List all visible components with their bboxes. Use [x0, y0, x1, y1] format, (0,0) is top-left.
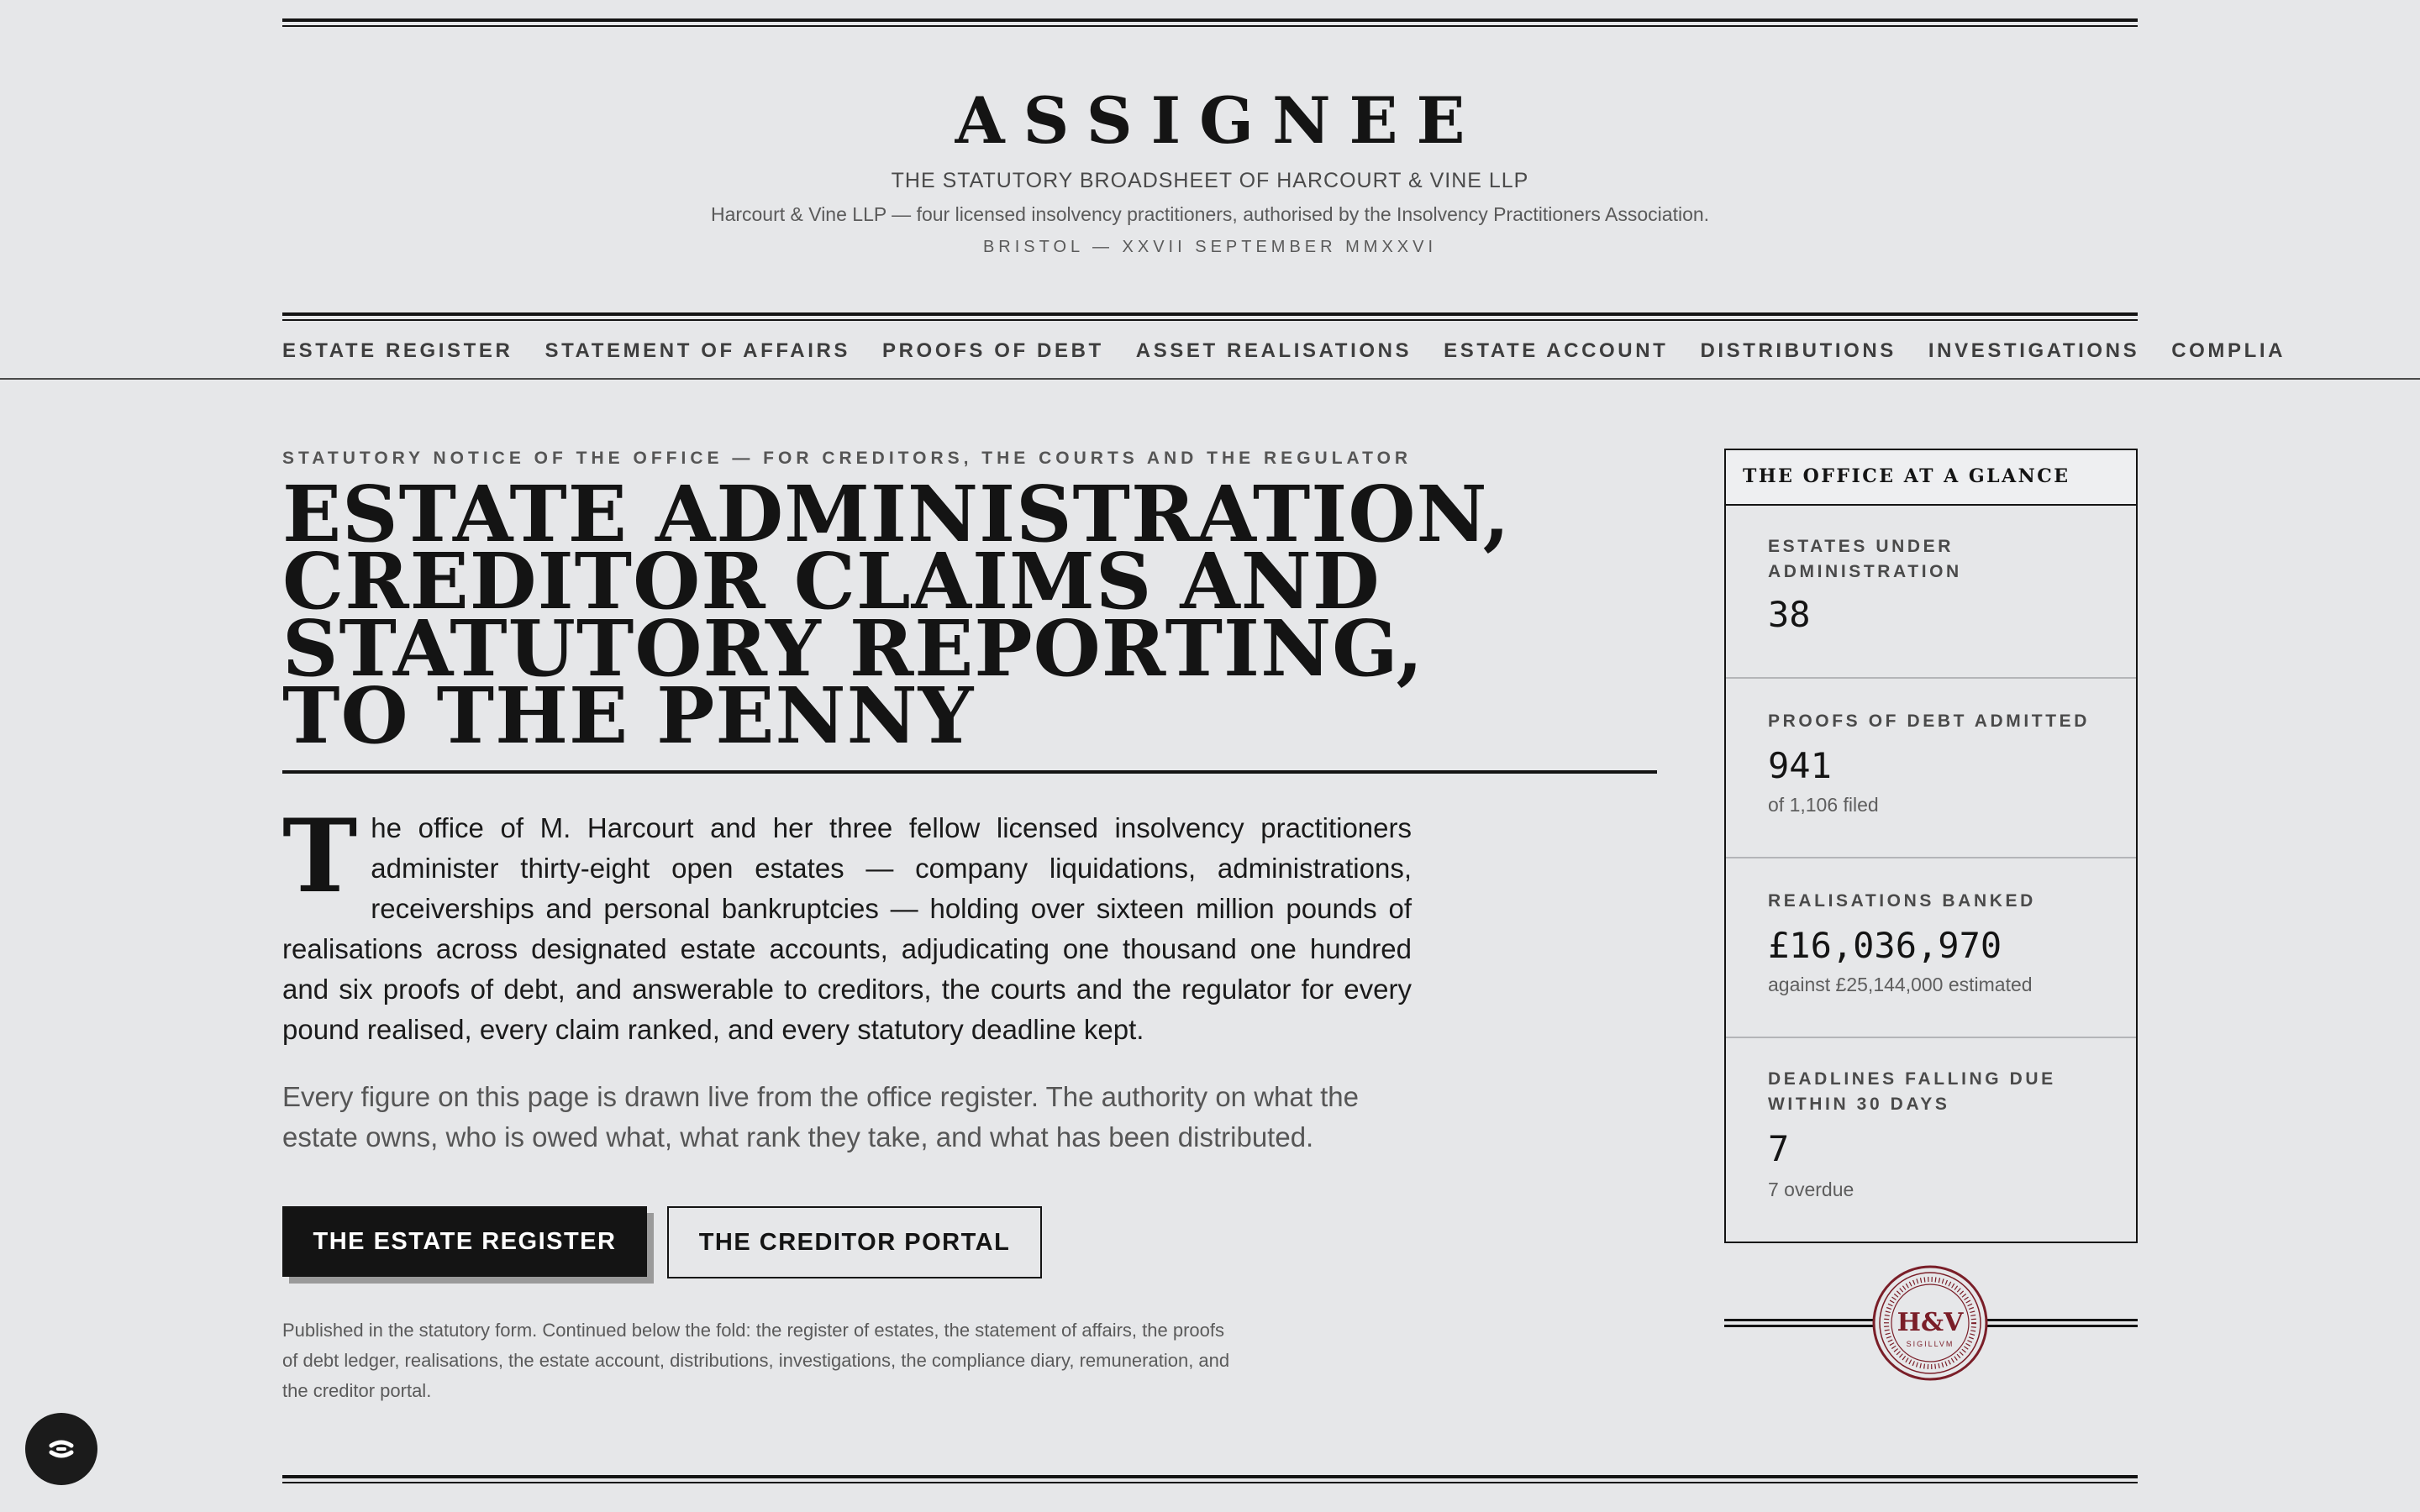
stat-label: PROOFS OF DEBT ADMITTED — [1768, 711, 2091, 731]
estate-register-button[interactable]: THE ESTATE REGISTER — [282, 1206, 647, 1277]
lead-text: he office of M. Harcourt and her three fellow licensed insolvency practitioners administer thirty-eight open estates — company liquidations, administrations, receiverships and personal bankruptcies — holding over sixteen million pounds of realisations across designated estate accounts, adjudicating one thousand one hundred and six proofs of debt, and answerable to creditors, the courts and the regulator for every pound realised, every claim ranked, and every statutory deadline kept. — [282, 812, 1412, 1045]
nav-item-compliance[interactable]: COMPLIA — [2171, 339, 2286, 362]
main-nav — [282, 329, 2286, 373]
nav-item-estate-account[interactable]: ESTATE ACCOUNT — [1444, 339, 1669, 362]
stat-sub: against £25,144,000 estimated — [1768, 974, 2033, 995]
stat-value: 941 — [1768, 745, 1832, 786]
stat-deadlines — [1726, 1038, 2136, 1240]
stat-value: 38 — [1768, 594, 1811, 635]
creditor-portal-button[interactable]: THE CREDITOR PORTAL — [667, 1206, 1042, 1278]
chat-launcher-button[interactable] — [25, 1413, 97, 1485]
headline-rule — [282, 770, 1657, 774]
panel-heading: THE OFFICE AT A GLANCE — [1726, 450, 2136, 506]
nav-item-distributions[interactable]: DISTRIBUTIONS — [1700, 339, 1897, 362]
stat-estates — [1726, 506, 2136, 679]
nav-item-estate-register[interactable]: ESTATE REGISTER — [282, 339, 513, 362]
hero-kicker: STATUTORY NOTICE OF THE OFFICE — FOR CREDITORS, THE COURTS AND THE REGULATOR — [282, 449, 1413, 468]
top-rule — [282, 18, 2138, 27]
masthead-subtitle: THE STATUTORY BROADSHEET OF HARCOURT & VINE LLP — [891, 169, 1529, 192]
hero-headline: ESTATE ADMINISTRATION, CREDITOR CLAIMS AND STATUTORY REPORTING, TO THE PENNY — [282, 469, 1511, 761]
nav-item-proofs-of-debt[interactable]: PROOFS OF DEBT — [882, 339, 1104, 362]
masthead-dateline: BRISTOL — XXVII SEPTEMBER MMXXVI — [982, 238, 1438, 256]
masthead — [282, 50, 2138, 259]
stat-label: REALISATIONS BANKED — [1768, 891, 2036, 911]
nav-item-investigations[interactable]: INVESTIGATIONS — [1928, 339, 2140, 362]
nav-bottom-rule — [0, 378, 2420, 380]
stat-sub: 7 overdue — [1768, 1179, 1854, 1200]
fineprint: Published in the statutory form. Continued below the fold: the register of estates, the statement of affairs, the proofs of debt ledger, realisations, the estate account, distributions, investigations, the compliance diary, remuneration, and the creditor portal. — [282, 1320, 1230, 1401]
stat-value: £16,036,970 — [1768, 925, 2002, 966]
nav-item-asset-realisations[interactable]: ASSET REALISATIONS — [1135, 339, 1413, 362]
nav-top-rule — [282, 312, 2138, 321]
firm-seal-icon — [1872, 1265, 1988, 1381]
office-glance-panel — [1724, 449, 2138, 1243]
stat-label: DEADLINES FALLING DUE WITHIN 30 DAYS — [1768, 1069, 2056, 1114]
seal-monogram: H&V — [1897, 1308, 1964, 1337]
stat-sub: of 1,106 filed — [1768, 794, 1879, 816]
stat-proofs-of-debt — [1726, 679, 2136, 858]
bottom-rule — [282, 1475, 2138, 1483]
stat-realisations — [1726, 858, 2136, 1038]
hero-lead-paragraph — [282, 797, 1412, 1050]
masthead-title: ASSIGNEE — [955, 83, 1484, 158]
masthead-description: Harcourt & Vine LLP — four licensed insolvency practitioners, authorised by the Insolvency Practitioners Association. — [710, 203, 1710, 225]
hero-note: Every figure on this page is drawn live from the office register. The authority on what the estate owns, who is owed what, what rank they take, and what has been distributed. — [282, 1081, 1359, 1152]
seal-legend: SIGILLVM — [1906, 1340, 1954, 1348]
nav-item-statement-of-affairs[interactable]: STATEMENT OF AFFAIRS — [544, 339, 851, 362]
drop-cap: T — [282, 797, 358, 916]
stat-value: 7 — [1768, 1128, 1790, 1169]
chat-logo-icon — [45, 1432, 78, 1466]
stat-label: ESTATES UNDER ADMINISTRATION — [1768, 537, 1962, 581]
